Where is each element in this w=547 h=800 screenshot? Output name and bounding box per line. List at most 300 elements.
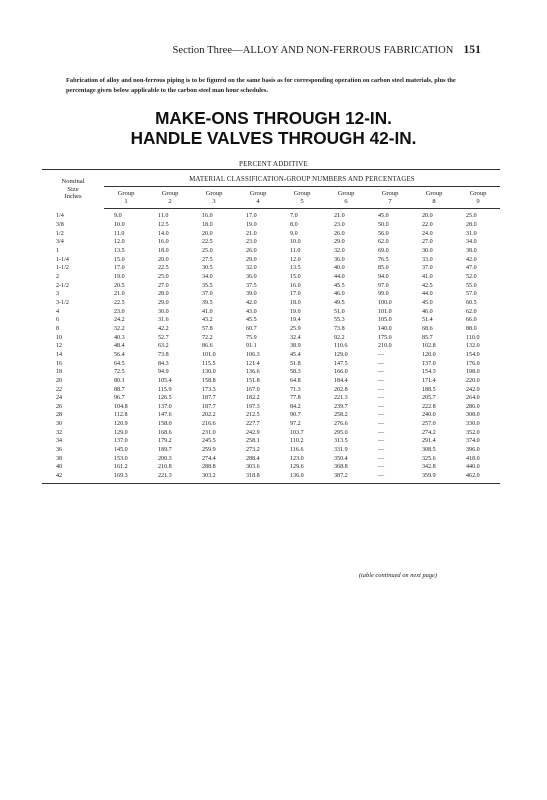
value-cell: 97.0	[378, 282, 389, 289]
value-cell: 55.0	[466, 282, 477, 289]
size-cell: 18	[56, 369, 63, 376]
value-cell: 71.3	[290, 386, 301, 393]
group-number: 5	[300, 197, 304, 205]
value-cell: 60.5	[466, 299, 477, 306]
value-cell: 20.0	[422, 213, 433, 220]
table-subtitle: PERCENT ADDITIVE	[239, 160, 308, 168]
value-cell: 42.5	[422, 282, 433, 289]
value-cell: 33.0	[422, 256, 433, 263]
value-cell: 374.0	[466, 438, 480, 445]
value-cell: 462.0	[456, 472, 500, 483]
value-cell: 264.0	[466, 395, 480, 402]
value-cell: 73.8	[334, 325, 345, 332]
value-cell: 29.0	[334, 239, 345, 246]
size-cell: 6	[56, 317, 60, 324]
value-cell: 169.3	[104, 472, 148, 483]
group-header	[236, 186, 280, 209]
group-label: Group	[205, 189, 223, 197]
size-cell: 42	[42, 472, 104, 483]
value-cell: 85.7	[422, 334, 433, 341]
value-cell: 46.0	[422, 308, 433, 315]
value-cell: 227.7	[246, 421, 260, 428]
size-cell: 28	[56, 412, 63, 419]
table-row	[42, 368, 500, 377]
value-cell: 210.0	[378, 343, 392, 350]
value-cell: 13.5	[290, 265, 301, 272]
value-cell: 137.0	[422, 360, 436, 367]
table-row	[42, 325, 500, 334]
value-cell: 350.4	[334, 455, 348, 462]
value-cell: 10.0	[290, 239, 301, 246]
value-cell: 42.0	[246, 299, 257, 306]
value-cell: 58.3	[290, 369, 301, 376]
value-cell: 90.7	[290, 412, 301, 419]
value-cell: 325.6	[422, 455, 436, 462]
value-cell: 86.6	[202, 343, 213, 350]
table-row	[42, 455, 500, 464]
value-cell: 257.0	[422, 421, 436, 428]
nominal-header-line: Size	[67, 185, 79, 193]
value-cell: 100.0	[378, 299, 392, 306]
table-row	[42, 420, 500, 429]
size-cell: 38	[56, 455, 63, 462]
value-cell: 106.3	[246, 351, 260, 358]
value-cell: 32.0	[334, 248, 345, 255]
value-cell: 52.7	[158, 334, 169, 341]
value-cell: 11.0	[114, 230, 125, 237]
value-cell: 88.0	[466, 325, 477, 332]
value-cell: 136.0	[280, 472, 324, 483]
value-cell: 69.0	[378, 248, 389, 255]
table-row	[42, 386, 500, 395]
value-cell: 120.0	[422, 351, 436, 358]
value-cell: 112.8	[114, 412, 128, 419]
value-cell: 318.8	[236, 472, 280, 483]
table-row	[42, 256, 500, 265]
value-cell: 51.8	[290, 360, 301, 367]
size-cell: 16	[56, 360, 63, 367]
value-cell: 198.0	[466, 369, 480, 376]
value-cell: —	[378, 421, 385, 428]
value-cell: 168.6	[158, 429, 172, 436]
value-cell: 291.4	[422, 438, 436, 445]
continued-note: (table continued on next page)	[358, 572, 437, 579]
value-cell: —	[378, 386, 385, 393]
value-cell: 9.0	[290, 230, 298, 237]
value-cell: 12.0	[114, 239, 125, 246]
value-cell: 40.3	[114, 334, 125, 341]
table-row	[42, 316, 500, 325]
value-cell: —	[368, 472, 412, 483]
value-cell: 240.0	[422, 412, 436, 419]
value-cell: 57.0	[466, 291, 477, 298]
value-cell: 56.4	[114, 351, 125, 358]
material-classification-header: MATERIAL CLASSIFICATION-GROUP NUMBERS AND PERCENTAGES	[104, 170, 500, 187]
table-row	[42, 411, 500, 420]
value-cell: 12.0	[290, 256, 301, 263]
value-cell: 10.0	[114, 222, 125, 229]
size-cell: 2	[56, 273, 60, 280]
value-cell: 32.2	[114, 325, 125, 332]
section-title: Section Three—ALLOY AND NON-FERROUS FABRICATION	[172, 45, 454, 56]
percent-additive-table	[42, 169, 500, 484]
value-cell: 110.0	[466, 334, 480, 341]
value-cell: 50.0	[378, 222, 389, 229]
value-cell: 259.9	[202, 447, 216, 454]
value-cell: 440.0	[466, 464, 480, 471]
table-row	[42, 238, 500, 247]
value-cell: 274.4	[202, 455, 216, 462]
table-row	[42, 308, 500, 317]
value-cell: 16.0	[202, 213, 213, 220]
value-cell: 221.3	[334, 395, 348, 402]
size-cell: 34	[56, 438, 63, 445]
group-header	[192, 186, 236, 209]
value-cell: 121.4	[246, 360, 260, 367]
value-cell: 43.2	[202, 317, 213, 324]
value-cell: 37.5	[246, 282, 257, 289]
value-cell: 17.0	[290, 291, 301, 298]
value-cell: 205.7	[422, 395, 436, 402]
value-cell: 94.9	[158, 369, 169, 376]
value-cell: 9.0	[114, 213, 122, 220]
value-cell: 17.0	[114, 265, 125, 272]
table-row	[42, 264, 500, 273]
table-row	[42, 429, 500, 438]
value-cell: 126.5	[158, 395, 172, 402]
value-cell: —	[378, 369, 385, 376]
value-cell: 308.5	[422, 447, 436, 454]
table-row	[42, 299, 500, 308]
group-label: Group	[381, 189, 399, 197]
group-number: 2	[168, 197, 172, 205]
value-cell: 19.0	[290, 308, 301, 315]
value-cell: 75.9	[246, 334, 257, 341]
table-header-row	[42, 170, 500, 187]
value-cell: 68.6	[422, 325, 433, 332]
value-cell: 45.0	[422, 299, 433, 306]
page-number: 151	[463, 44, 481, 56]
value-cell: 21.0	[334, 213, 345, 220]
value-cell: 25.0	[158, 273, 169, 280]
group-label: Group	[425, 189, 443, 197]
value-cell: —	[378, 412, 385, 419]
value-cell: 151.8	[246, 377, 260, 384]
value-cell: 55.3	[334, 317, 345, 324]
value-cell: 64.8	[290, 377, 301, 384]
group-number: 3	[212, 197, 216, 205]
group-number: 4	[256, 197, 260, 205]
table-row	[42, 273, 500, 282]
value-cell: 96.7	[114, 395, 125, 402]
value-cell: 64.5	[114, 360, 125, 367]
value-cell: 303.6	[246, 464, 260, 471]
value-cell: 188.5	[422, 386, 436, 393]
value-cell: 29.0	[246, 256, 257, 263]
size-cell: 3/8	[56, 222, 64, 229]
value-cell: 62.0	[378, 239, 389, 246]
value-cell: 18.0	[202, 222, 213, 229]
value-cell: 136.6	[246, 369, 260, 376]
value-cell: 103.7	[290, 429, 304, 436]
value-cell: 40.0	[334, 265, 345, 272]
value-cell: 80.1	[114, 377, 125, 384]
group-header	[280, 186, 324, 209]
value-cell: 20.0	[158, 256, 169, 263]
value-cell: 221.3	[148, 472, 192, 483]
value-cell: 105.4	[158, 377, 172, 384]
value-cell: 19.4	[290, 317, 301, 324]
value-cell: 175.0	[378, 334, 392, 341]
value-cell: 22.5	[114, 299, 125, 306]
value-cell: 110.2	[290, 438, 304, 445]
table-row	[42, 282, 500, 291]
value-cell: 60.7	[246, 325, 257, 332]
value-cell: 231.0	[202, 429, 216, 436]
value-cell: 51.0	[334, 308, 345, 315]
size-cell: 20	[56, 377, 63, 384]
table-row	[42, 377, 500, 386]
value-cell: 258.1	[246, 438, 260, 445]
value-cell: 51.4	[422, 317, 433, 324]
value-cell: 21.0	[114, 291, 125, 298]
value-cell: 27.5	[202, 256, 213, 263]
value-cell: 187.7	[202, 403, 216, 410]
value-cell: 102.8	[422, 343, 436, 350]
value-cell: 110.6	[334, 343, 348, 350]
value-cell: 23.0	[114, 308, 125, 315]
value-cell: 19.0	[114, 273, 125, 280]
value-cell: 77.8	[290, 395, 301, 402]
value-cell: 72.2	[202, 334, 213, 341]
value-cell: 84.2	[290, 403, 301, 410]
value-cell: 286.0	[466, 403, 480, 410]
value-cell: 179.2	[158, 438, 172, 445]
value-cell: 36.0	[334, 256, 345, 263]
size-cell: 32	[56, 429, 63, 436]
value-cell: 39.0	[246, 291, 257, 298]
size-cell: 1/4	[56, 213, 64, 220]
size-cell: 12	[56, 343, 63, 350]
value-cell: 187.7	[202, 395, 216, 402]
value-cell: 116.6	[290, 447, 304, 454]
value-cell: 37.0	[422, 265, 433, 272]
value-cell: 20.0	[202, 230, 213, 237]
value-cell: 210.8	[158, 464, 172, 471]
table-row	[42, 209, 500, 221]
value-cell: 85.0	[378, 265, 389, 272]
value-cell: 202.2	[202, 412, 216, 419]
value-cell: 222.8	[422, 403, 436, 410]
value-cell: 35.5	[202, 282, 213, 289]
value-cell: 17.0	[246, 213, 257, 220]
value-cell: 308.0	[466, 412, 480, 419]
size-cell: 8	[56, 325, 60, 332]
value-cell: —	[378, 464, 385, 471]
value-cell: 11.0	[290, 248, 301, 255]
value-cell: 18.0	[290, 299, 301, 306]
table-row	[42, 472, 500, 483]
value-cell: 23.0	[334, 222, 345, 229]
value-cell: 15.0	[290, 273, 301, 280]
value-cell: 45.5	[334, 282, 345, 289]
value-cell: 30.5	[202, 265, 213, 272]
value-cell: 34.0	[466, 239, 477, 246]
value-cell: 239.7	[334, 403, 348, 410]
value-cell: 29.0	[158, 299, 169, 306]
value-cell: 43.0	[246, 308, 257, 315]
group-header	[368, 186, 412, 209]
group-header	[412, 186, 456, 209]
table-row	[42, 230, 500, 239]
value-cell: 105.0	[378, 317, 392, 324]
size-cell: 14	[56, 351, 63, 358]
group-number: 7	[388, 197, 392, 205]
value-cell: 245.5	[202, 438, 216, 445]
table-row	[42, 394, 500, 403]
group-header	[324, 186, 368, 209]
group-number: 1	[124, 197, 128, 205]
value-cell: 92.2	[334, 334, 345, 341]
size-cell: 22	[56, 386, 63, 393]
value-cell: 176.0	[466, 360, 480, 367]
value-cell: 66.0	[466, 317, 477, 324]
value-cell: 387.2	[324, 472, 368, 483]
value-cell: 242.9	[246, 429, 260, 436]
value-cell: 21.0	[246, 230, 257, 237]
value-cell: 153.0	[114, 455, 128, 462]
group-number: 8	[432, 197, 436, 205]
value-cell: 123.0	[290, 455, 304, 462]
value-cell: 274.2	[422, 429, 436, 436]
value-cell: 28.0	[466, 222, 477, 229]
value-cell: 41.0	[202, 308, 213, 315]
size-cell: 24	[56, 395, 63, 402]
value-cell: 115.9	[158, 386, 172, 393]
value-cell: 8.0	[290, 222, 298, 229]
value-cell: 161.2	[114, 464, 128, 471]
value-cell: —	[378, 351, 385, 358]
value-cell: 288.4	[246, 455, 260, 462]
value-cell: 44.0	[334, 273, 345, 280]
group-label: Group	[117, 189, 135, 197]
value-cell: 313.5	[334, 438, 348, 445]
size-cell: 1-1/4	[56, 256, 69, 263]
value-cell: 46.0	[334, 291, 345, 298]
table-row	[42, 351, 500, 360]
value-cell: 32.4	[290, 334, 301, 341]
table-row	[42, 403, 500, 412]
value-cell: 39.5	[202, 299, 213, 306]
nominal-size-header	[42, 170, 104, 209]
value-cell: 88.7	[114, 386, 125, 393]
size-cell: 3	[56, 291, 60, 298]
table-container	[42, 169, 500, 484]
value-cell: —	[378, 429, 385, 436]
size-cell: 4	[56, 308, 60, 315]
group-label: Group	[161, 189, 179, 197]
value-cell: 31.0	[466, 230, 477, 237]
value-cell: 120.9	[114, 421, 128, 428]
value-cell: 49.5	[334, 299, 345, 306]
value-cell: 45.4	[290, 351, 301, 358]
value-cell: —	[378, 395, 385, 402]
table-row	[42, 360, 500, 369]
value-cell: 132.0	[466, 343, 480, 350]
value-cell: 42.0	[466, 256, 477, 263]
title-line-1: MAKE-ONS THROUGH 12-IN.	[155, 108, 392, 128]
size-cell: 3-1/2	[56, 299, 69, 306]
value-cell: 173.3	[202, 386, 216, 393]
table-row	[42, 221, 500, 230]
group-label: Group	[337, 189, 355, 197]
value-cell: 36.0	[246, 273, 257, 280]
value-cell: —	[378, 447, 385, 454]
value-cell: 129.6	[290, 464, 304, 471]
value-cell: 52.0	[466, 273, 477, 280]
table-row	[42, 463, 500, 472]
value-cell: 19.0	[246, 222, 257, 229]
value-cell: 38.9	[290, 343, 301, 350]
value-cell: 16.0	[290, 282, 301, 289]
value-cell: 48.4	[114, 343, 125, 350]
value-cell: 145.0	[114, 447, 128, 454]
value-cell: 76.5	[378, 256, 389, 263]
value-cell: 330.0	[466, 421, 480, 428]
value-cell: 147.5	[334, 360, 348, 367]
value-cell: 359.9	[412, 472, 456, 483]
value-cell: —	[378, 403, 385, 410]
value-cell: 63.2	[158, 343, 169, 350]
value-cell: 72.5	[114, 369, 125, 376]
value-cell: 166.0	[334, 369, 348, 376]
value-cell: 276.6	[334, 421, 348, 428]
value-cell: 167.0	[246, 386, 260, 393]
value-cell: 27.0	[158, 282, 169, 289]
value-cell: 16.0	[158, 239, 169, 246]
group-header	[456, 186, 500, 209]
running-header	[0, 44, 481, 56]
size-cell: 1/2	[56, 230, 64, 237]
value-cell: 28.0	[158, 291, 169, 298]
value-cell: 7.0	[290, 213, 298, 220]
value-cell: 202.8	[334, 386, 348, 393]
nominal-header-line: Nominal	[61, 177, 85, 185]
value-cell: —	[378, 377, 385, 384]
value-cell: 56.0	[378, 230, 389, 237]
value-cell: 189.7	[158, 447, 172, 454]
value-cell: 158.8	[202, 377, 216, 384]
value-cell: 22.0	[422, 222, 433, 229]
group-label: Group	[293, 189, 311, 197]
value-cell: —	[378, 360, 385, 367]
table-row	[42, 342, 500, 351]
value-cell: 45.0	[378, 213, 389, 220]
table-row	[42, 247, 500, 256]
value-cell: —	[378, 455, 385, 462]
group-label: Group	[469, 189, 487, 197]
table-row	[42, 446, 500, 455]
value-cell: 331.9	[334, 447, 348, 454]
value-cell: 258.2	[334, 412, 348, 419]
value-cell: 25.9	[290, 325, 301, 332]
group-number: 6	[344, 197, 348, 205]
value-cell: 216.6	[202, 421, 216, 428]
value-cell: 91.1	[246, 343, 257, 350]
value-cell: 18.0	[158, 248, 169, 255]
group-number: 9	[476, 197, 480, 205]
size-cell: 30	[56, 421, 63, 428]
